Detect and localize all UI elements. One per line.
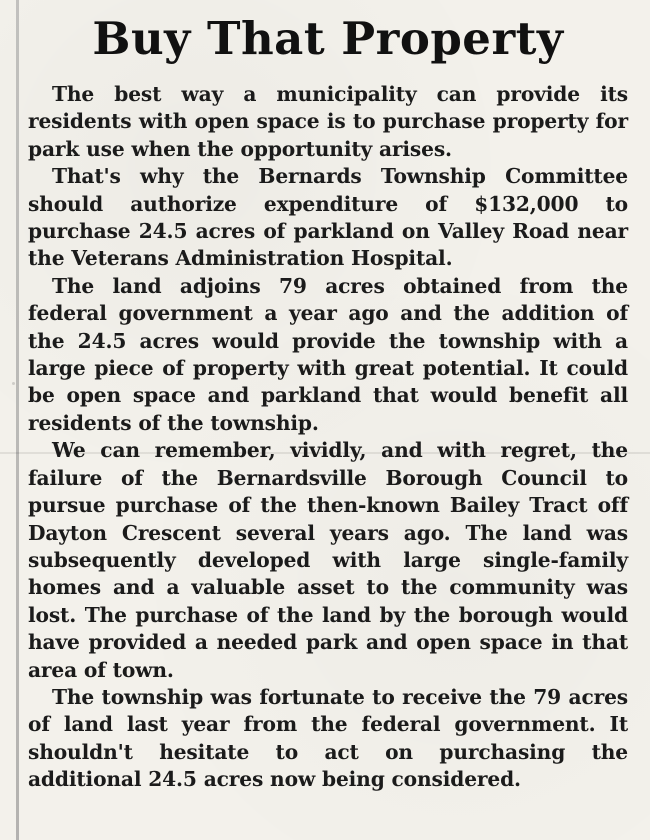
paragraph-1: The best way a municipality can provide its residents with open space is to purchase property for park use when the opportunity arises. — [28, 82, 628, 161]
paragraph-5: The township was fortunate to receive the 79 acres of land last year from the federal government. It shouldn't hesitate to act on purchasing the additional 24.5 acres now being considered. — [28, 684, 628, 792]
ink-speck — [12, 382, 15, 385]
paragraph-2: That's why the Bernards Township Committee should authorize expenditure of $132,000 to purchase 24.5 acres of parkland on Valley Road near the Veterans Administration Hospital. — [28, 164, 628, 271]
paragraph-4: We can remember, vividly, and with regret, the failure of the Bernardsville Borough Council to pursue purchase of the then-known Bailey Tract off Dayton Crescent several years ago. The land was subsequently developed with large single-family homes and a valuable asset to the community was lost. The purchase of the land by the borough would have provided a needed park and open space in that area of town. — [28, 438, 628, 682]
editorial-article — [28, 12, 628, 794]
ink-speck — [158, 693, 160, 695]
column-rule — [16, 0, 19, 840]
paragraph-3: The land adjoins 79 acres obtained from the federal government a year ago and the addition of the 24.5 acres would provide the township with a large piece of property with great potential. It could be open space and parkland that would benefit all residents of the township. — [28, 273, 628, 435]
headline: Buy That Property — [92, 12, 564, 65]
